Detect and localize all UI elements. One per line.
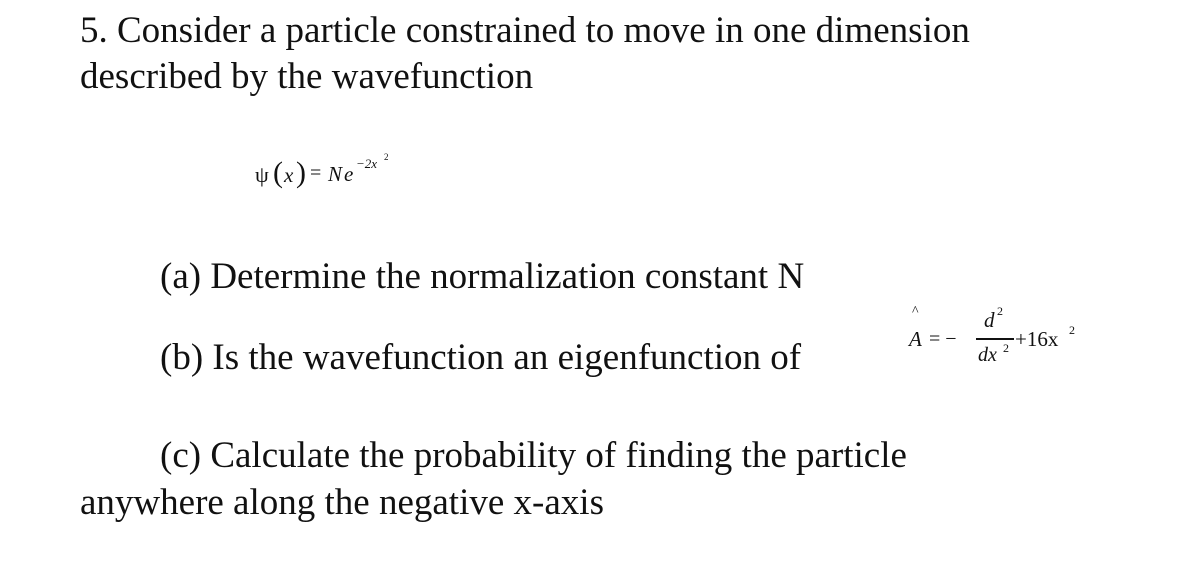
equals-sign: = <box>310 162 322 184</box>
exponent: −2x <box>356 156 378 171</box>
part-a-text: (a) Determine the normalization constant N <box>160 256 805 297</box>
potential-term-power: 2 <box>1069 323 1075 337</box>
numerator-power: 2 <box>997 304 1003 318</box>
operator-equation <box>898 300 1128 380</box>
part-c-line-1: (c) Calculate the probability of finding the particle <box>160 435 907 476</box>
normalization-symbol: N <box>328 162 343 186</box>
fraction-bar <box>976 338 1014 340</box>
potential-term: +16x <box>1015 327 1059 351</box>
exponential-e: e <box>344 162 354 186</box>
close-paren: ) <box>296 156 306 189</box>
part-b-text: (b) Is the wavefunction an eigenfunction of <box>160 337 802 378</box>
derivative-denominator: dx <box>978 344 997 366</box>
derivative-numerator: d <box>984 308 995 332</box>
operator-a: A <box>909 327 922 351</box>
psi-symbol: ψ <box>255 162 269 187</box>
problem-intro-line-1: 5. Consider a particle constrained to move in one dimension <box>80 10 970 51</box>
wavefunction-equation <box>255 150 585 200</box>
psi-argument: x <box>284 163 294 187</box>
hat-symbol: ^ <box>912 304 919 319</box>
denominator-power: 2 <box>1003 341 1009 355</box>
problem-intro-line-2: described by the wavefunction <box>80 56 534 97</box>
exponent-power: 2 <box>384 152 389 162</box>
part-c-line-2: anywhere along the negative x-axis <box>80 482 604 523</box>
open-paren: ( <box>273 156 283 189</box>
equals-minus: = − <box>929 328 957 350</box>
